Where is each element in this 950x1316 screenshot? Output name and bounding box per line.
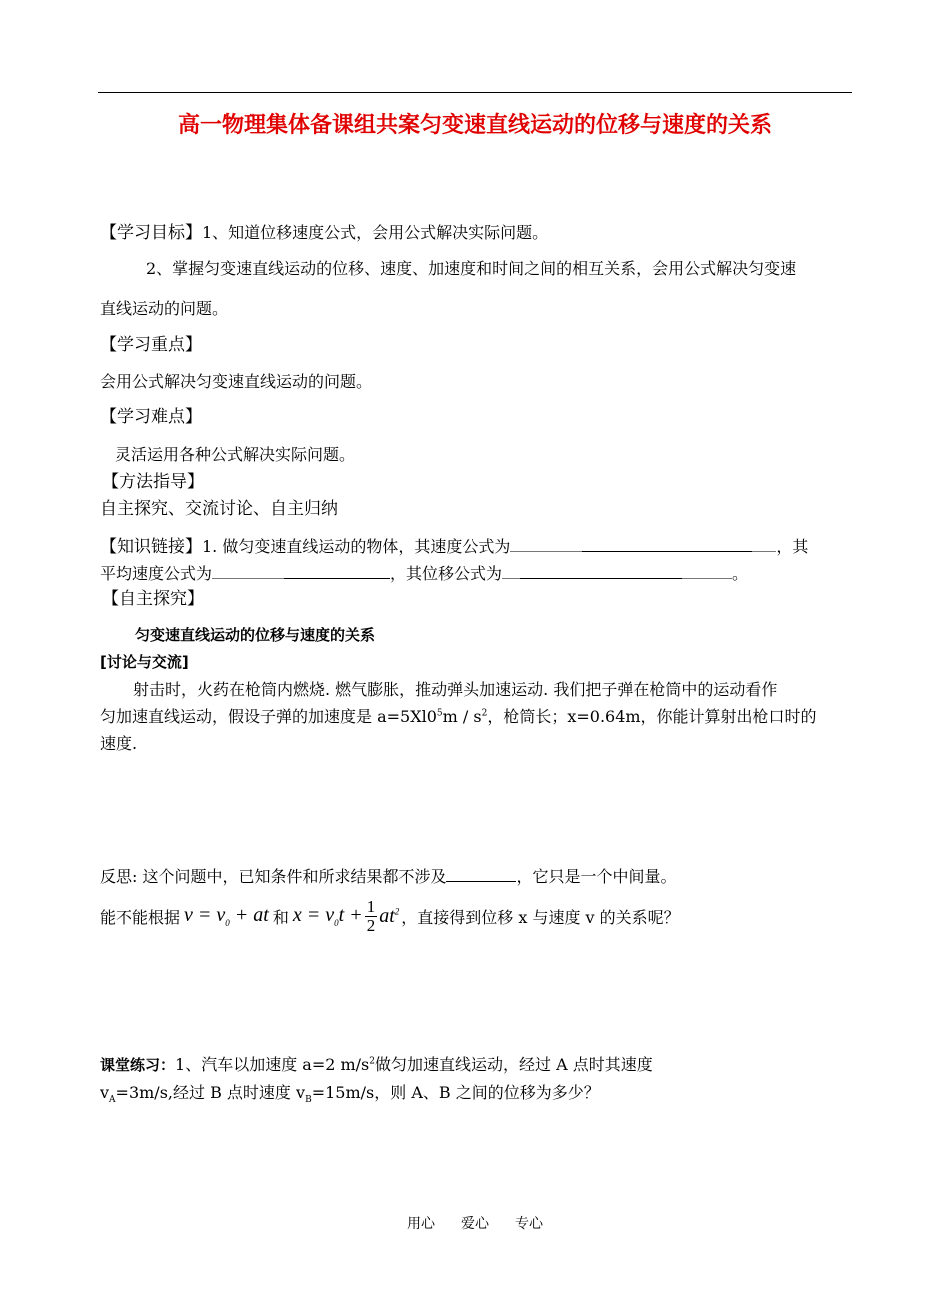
displacement-label: ，其位移公式为 [390, 564, 503, 583]
blank-displacement[interactable] [520, 562, 682, 579]
objectives-label: 【学习目标】 [100, 223, 202, 243]
fraction-one-half: $\frac{1}{2}$ [366, 896, 376, 935]
equation-displacement: $x = v_0t$ + [292, 904, 363, 928]
difficulties-text: 灵活运用各种公式解决实际问题。 [115, 445, 356, 464]
objective-item-1: 1、知道位移速度公式，会用公式解决实际问题。 [202, 223, 549, 242]
blank-intermediate-quantity[interactable] [446, 865, 516, 882]
blank-velocity-formula-b[interactable] [752, 535, 776, 552]
equation-velocity: $v = v_0$ + at [184, 904, 269, 928]
practice-text-b: 做匀加速直线运动，经过 A 点时其速度 [375, 1055, 653, 1074]
blank-avg-velocity-a[interactable] [212, 562, 284, 579]
blank-displacement-b[interactable] [682, 562, 732, 579]
blank-avg-velocity[interactable] [284, 562, 390, 579]
discuss-para-3: 速度. [100, 734, 138, 753]
practice-label: 课堂练习： [100, 1056, 176, 1074]
reflection-line2-a: 能不能根据 [100, 907, 181, 927]
footer-text-3: 专心 [515, 1216, 543, 1232]
equation-at-squared: $at^2$ [379, 904, 400, 927]
discuss-para-1: 射击时，火药在枪筒内燃烧. 燃气膨胀，推动弹头加速运动. 我们把子弹在枪筒中的运动看作 [133, 680, 778, 699]
blank-displacement-a[interactable] [502, 562, 520, 579]
objectives-line [100, 218, 548, 243]
objective-item-2-cont: 直线运动的问题。 [100, 299, 229, 318]
practice-line-1 [100, 1052, 653, 1075]
objective-item-2: 2、掌握匀变速直线运动的位移、速度、加速度和时间之间的相互关系，会用公式解决匀变速 [146, 259, 797, 278]
key-points-text: 会用公式解决匀变速直线运动的问题。 [100, 372, 373, 391]
reflection-line-2 [100, 893, 680, 939]
para2-text-a: 匀加速直线运动，假设子弹的加速度是 a=5Xl0 [100, 707, 437, 726]
difficulties-label: 【学习难点】 [100, 407, 202, 427]
avg-velocity-label: 平均速度公式为 [100, 564, 213, 583]
reflection-line2-mid: 和 [272, 907, 289, 927]
knowledge-text: 1. 做匀变速直线运动的物体，其速度公式为 [202, 537, 511, 556]
para2-text-b: m / s [442, 707, 482, 726]
reflection-text-b: ，它只是一个中间量。 [516, 867, 677, 886]
page-title: 高一物理集体备课组共案匀变速直线运动的位移与速度的关系 [177, 113, 772, 138]
reflection-line-1 [100, 864, 677, 887]
footer-text-2: 爱心 [461, 1216, 489, 1232]
practice-text-a: 1、汽车以加速度 a=2 m/s [175, 1055, 370, 1074]
blank-velocity-formula-a[interactable] [510, 535, 582, 552]
method-text: 自主探究、交流讨论、自主归纳 [100, 499, 338, 519]
practice-sup: 2 [369, 1056, 376, 1067]
discuss-para-2 [100, 704, 817, 727]
knowledge-line-2 [100, 561, 748, 584]
key-points-label: 【学习重点】 [100, 335, 202, 355]
method-label: 【方法指导】 [102, 472, 204, 492]
practice-line-2: $v_A=3m/s$,经过 B 点时速度 $v_B=15m/s$，则 A、B 之间的位移为多少？ [100, 1083, 600, 1106]
blank-velocity-formula[interactable] [582, 535, 752, 552]
knowledge-label: 【知识链接】 [100, 537, 202, 557]
knowledge-line2-end: 。 [732, 564, 749, 583]
discuss-label: [讨论与交流] [100, 653, 189, 671]
header-rule [98, 92, 852, 93]
knowledge-line-1 [100, 532, 808, 557]
explore-subtitle: 匀变速直线运动的位移与速度的关系 [135, 626, 376, 644]
page-footer [0, 1213, 950, 1233]
knowledge-line1-end: ，其 [776, 537, 809, 556]
para2-sup-a: 5 [436, 708, 443, 719]
reflection-text-a: 反思: 这个问题中，已知条件和所求结果都不涉及 [100, 867, 447, 886]
reflection-line2-b: ，直接得到位移 x 与速度 v 的关系呢？ [401, 907, 680, 927]
footer-text-1: 用心 [407, 1216, 435, 1232]
para2-text-c: ，枪筒长；x=0.64m，你能计算射出枪口时的 [487, 707, 817, 726]
para2-sup-b: 2 [481, 708, 488, 719]
explore-label: 【自主探究】 [102, 589, 204, 609]
